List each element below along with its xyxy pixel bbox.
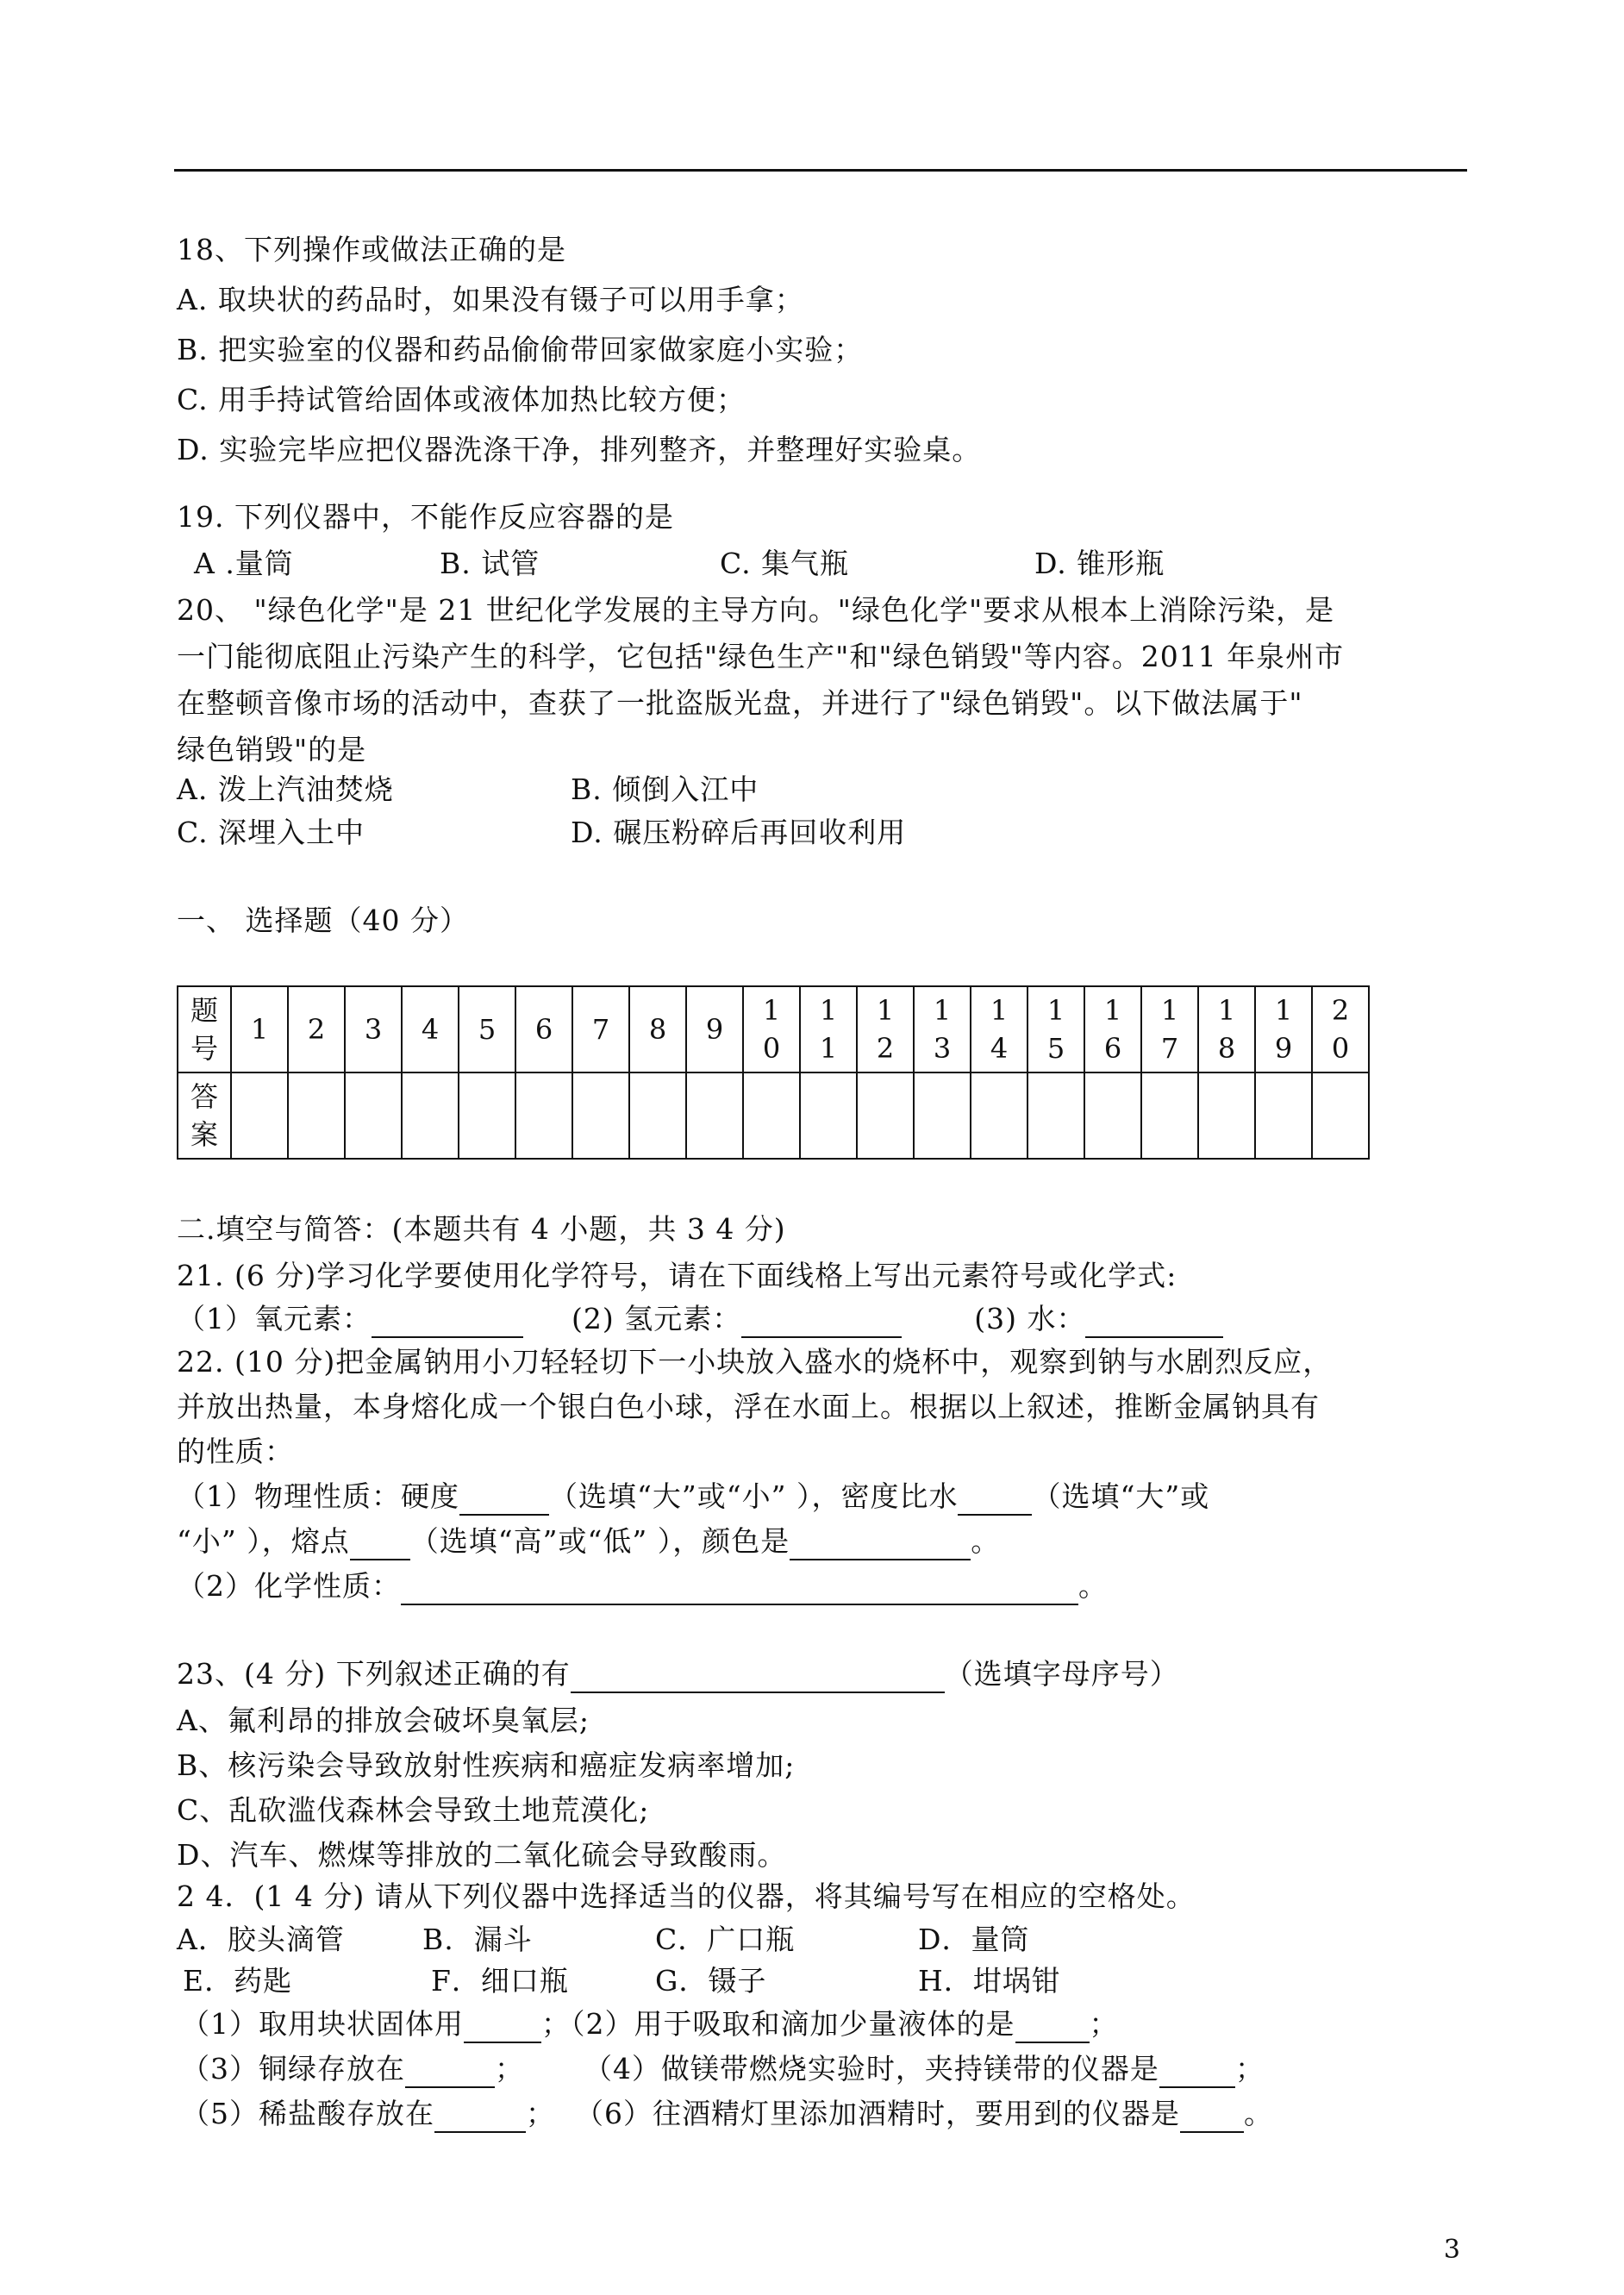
answer-cell[interactable] [1312,1072,1369,1159]
q20-option-b: B. 倾倒入江中 [571,772,759,806]
q22-chemical-label: （2）化学性质： [177,1569,401,1603]
q22-density-label: （选填“大”或“小” ），密度比水 [549,1479,959,1513]
question-number-cell: 1 6 [1084,986,1141,1072]
q22-color-blank[interactable] [790,1528,971,1560]
q24-instrument-c: C．广口瓶 [655,1923,796,1956]
q20-option-c: C. 深埋入土中 [177,816,365,849]
q24-instrument-d: D．量筒 [918,1923,1030,1956]
question-number-cell: 1 4 [971,986,1027,1072]
q24-instrument-a: A．胶头滴管 [177,1923,345,1956]
answer-cell[interactable] [1027,1072,1084,1159]
q23-option-a: A、氟利昂的排放会破坏臭氧层; [177,1704,590,1737]
q19-option-c: C. 集气瓶 [720,547,850,580]
q19-stem: 19. 下列仪器中，不能作反应容器的是 [177,500,674,534]
q18-option-c: C. 用手持试管给固体或液体加热比较方便； [177,383,746,416]
number-row [178,986,1369,1072]
answer-cell[interactable] [1198,1072,1255,1159]
q24-instrument-e: E．药匙 [183,1964,293,1998]
q24-blank-5[interactable] [434,2100,526,2133]
q24-sub-5-label: （5）稀盐酸存放在 [181,2097,434,2130]
question-number-cell: 3 [345,986,402,1072]
q22-hardness-blank[interactable] [459,1483,549,1516]
q19-option-b: B. 试管 [440,547,540,580]
q24-sub-5-6 [181,2095,1273,2133]
section-2-title: 二.填空与简答：(本题共有 4 小题，共 3 4 分) [177,1212,786,1246]
q22-physical-line-1 [177,1478,1209,1516]
q24-sub-4-label: ； （4）做镁带燃烧实验时，夹持镁带的仪器是 [495,2052,1159,2086]
q24-blank-6[interactable] [1180,2100,1244,2133]
q24-sub-2-label: ；（2）用于吸取和滴加少量液体的是 [541,2007,1015,2041]
question-number-cell: 1 2 [857,986,914,1072]
header-rule [174,169,1467,172]
q24-blank-1[interactable] [464,2010,541,2043]
q22-color-label: （选填“高”或“低” ），颜色是 [409,1524,790,1558]
q22-physical-line-2 [177,1523,1000,1560]
q20-line-3: 在整顿音像市场的活动中，查获了一批盗版光盘，并进行了"绿色销毁"。以下做法属于" [177,686,1303,720]
q23-option-b: B、核污染会导致放射性疾病和癌症发病率增加; [177,1748,796,1782]
q22-density-blank[interactable] [958,1483,1032,1516]
q24-sub-6-label: ； （6）往酒精灯里添加酒精时，要用到的仪器是 [526,2097,1180,2130]
question-number-cell: 1 3 [914,986,971,1072]
q22-line-3: 的性质： [177,1435,294,1468]
q20-option-d: D. 碾压粉碎后再回收利用 [571,816,907,849]
question-number-cell: 1 5 [1027,986,1084,1072]
q18-option-a: A. 取块状的药品时，如果没有镊子可以用手拿； [177,283,804,316]
q18-option-b: B. 把实验室的仪器和药品偷偷带回家做家庭小实验； [177,333,864,366]
q20-line-2: 一门能彻底阻止污染产生的科学，它包括"绿色生产"和"绿色销毁"等内容。2011 年泉州市 [177,640,1345,673]
question-number-cell: 1 1 [800,986,857,1072]
answer-cell[interactable] [231,1072,288,1159]
q24-sub-1-label: （1）取用块状固体用 [181,2007,464,2041]
q24-instrument-h: H．坩埚钳 [918,1964,1061,1998]
q21-stem: 21. (6 分)学习化学要使用化学符号，请在下面线格上写出元素符号或化学式: [177,1259,1177,1292]
question-number-cell: 2 [288,986,345,1072]
question-number-cell: 5 [459,986,515,1072]
question-number-cell: 7 [572,986,629,1072]
q24-blank-4[interactable] [1159,2055,1235,2088]
page-number: 3 [1443,2235,1460,2265]
q21-parts [177,1300,1223,1338]
q24-sub-6-end: 。 [1243,2097,1273,2130]
q24-sub-1-2 [181,2005,1119,2043]
q19-option-d: D. 锥形瓶 [1034,547,1165,580]
q19-option-a: A .量筒 [194,547,294,580]
q23-stem [177,1655,1179,1693]
question-number-cell: 1 [231,986,288,1072]
q23-stem-text: 23、(4 分) 下列叙述正确的有 [177,1657,571,1691]
q24-blank-2[interactable] [1015,2010,1090,2043]
q22-hardness-label: （1）物理性质：硬度 [177,1479,459,1513]
question-number-cell: 1 8 [1198,986,1255,1072]
answer-cell[interactable] [402,1072,459,1159]
q21-part-3: (3) 水： [974,1302,1086,1335]
q24-instrument-b: B. 漏斗 [422,1923,533,1956]
q21-blank-2[interactable] [741,1305,902,1338]
question-number-cell: 8 [629,986,686,1072]
q21-part-1: （1）氧元素： [177,1302,372,1335]
section-1-title: 一、 选择题（40 分） [177,904,469,937]
q18-option-d: D. 实验完毕应把仪器洗涤干净，排列整齐，并整理好实验桌。 [177,433,982,466]
q24-sub-4-end: ； [1234,2052,1265,2086]
answer-cell[interactable] [629,1072,686,1159]
answer-cell[interactable] [800,1072,857,1159]
q21-blank-3[interactable] [1085,1305,1223,1338]
q20-line-1: 20、 "绿色化学"是 21 世纪化学发展的主导方向。"绿色化学"要求从根本上消除污染，是 [177,593,1335,627]
answer-cell[interactable] [1255,1072,1312,1159]
q24-instrument-g: G．镊子 [655,1964,767,1998]
answer-cell[interactable] [857,1072,914,1159]
answer-cell[interactable] [1141,1072,1198,1159]
q20-line-4: 绿色销毁"的是 [177,733,367,766]
question-number-cell: 9 [686,986,743,1072]
q23-stem-hint: （选填字母序号） [944,1657,1179,1691]
q22-melting-label: “小” ），熔点 [177,1524,350,1558]
q22-melting-blank[interactable] [350,1528,410,1560]
question-number-cell: 6 [515,986,572,1072]
q22-density-choice: （选填“大”或 [1032,1479,1210,1513]
q18-stem: 18、下列操作或做法正确的是 [177,233,566,266]
q24-blank-3[interactable] [405,2055,495,2088]
answer-cell[interactable] [345,1072,402,1159]
answer-cell[interactable] [971,1072,1027,1159]
q22-chemical-blank[interactable] [401,1573,1078,1605]
question-number-cell: 1 9 [1255,986,1312,1072]
answer-row-label: 答 案 [178,1072,231,1159]
answer-cell[interactable] [1084,1072,1141,1159]
q24-sub-3-4 [181,2050,1265,2088]
answer-cell[interactable] [459,1072,515,1159]
number-row-label: 题 号 [178,986,231,1072]
answer-cell[interactable] [743,1072,800,1159]
q21-blank-1[interactable] [372,1305,523,1338]
q20-option-a: A. 泼上汽油焚烧 [177,772,394,806]
q22-chemical-line [177,1567,1108,1605]
q22-line-1: 22. (10 分)把金属钠用小刀轻轻切下一小块放入盛水的烧杯中，观察到钠与水剧烈反应， [177,1345,1333,1379]
answer-cell[interactable] [288,1072,345,1159]
q23-option-c: C、乱砍滥伐森林会导致土地荒漠化; [177,1793,650,1827]
q23-blank[interactable] [571,1660,945,1693]
question-number-cell: 2 0 [1312,986,1369,1072]
q23-option-d: D、汽车、燃煤等排放的二氧化硫会导致酸雨。 [177,1838,787,1872]
answer-cell[interactable] [914,1072,971,1159]
question-number-cell: 4 [402,986,459,1072]
q24-sub-3-label: （3）铜绿存放在 [181,2052,405,2086]
q21-part-2: (2) 氢元素： [572,1302,742,1335]
answer-cell[interactable] [686,1072,743,1159]
answer-table [177,985,1370,1160]
q22-period: 。 [971,1524,1001,1558]
q22-line-2: 并放出热量，本身熔化成一个银白色小球，浮在水面上。根据以上叙述，推断金属钠具有 [177,1390,1320,1423]
answer-cell[interactable] [515,1072,572,1159]
question-number-cell: 1 7 [1141,986,1198,1072]
q22-end-period: 。 [1078,1569,1108,1603]
answer-cell[interactable] [572,1072,629,1159]
q24-stem: 2 4．(1 4 分) 请从下列仪器中选择适当的仪器，将其编号写在相应的空格处。 [177,1879,1196,1913]
q24-instrument-f: F．细口瓶 [431,1964,569,1998]
answer-row [178,1072,1369,1159]
q24-sub-2-end: ； [1089,2007,1119,2041]
question-number-cell: 1 0 [743,986,800,1072]
